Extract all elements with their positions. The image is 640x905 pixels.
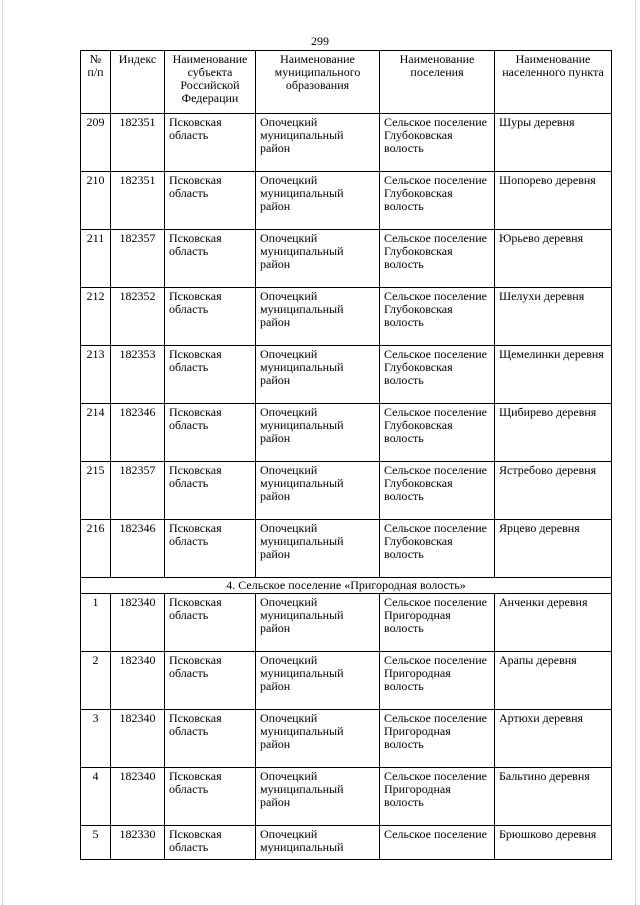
header-municipality: Наименование муниципального образования bbox=[256, 51, 380, 114]
settlements-table bbox=[80, 50, 612, 860]
cell-index: 182357 bbox=[111, 462, 165, 520]
table-row bbox=[81, 404, 612, 462]
header-row bbox=[81, 51, 612, 114]
header-settlement: Наименование поселения bbox=[380, 51, 495, 114]
table-row bbox=[81, 462, 612, 520]
cell-num-text: 5 bbox=[92, 828, 99, 841]
cell-settlement: Сельское поселение Глубоковская волость bbox=[380, 404, 495, 462]
cell-index: 182351 bbox=[111, 114, 165, 172]
cell-locality: Щибирево деревня bbox=[495, 404, 612, 462]
cell-num bbox=[81, 826, 111, 860]
cell-num: 1 bbox=[81, 594, 111, 652]
scan-left-edge bbox=[2, 0, 4, 905]
section-row bbox=[81, 578, 612, 594]
cell-settlement bbox=[380, 826, 495, 860]
cell-index: 182346 bbox=[111, 520, 165, 578]
cell-num: 4 bbox=[81, 768, 111, 826]
cell-subject-text: Псковская область bbox=[169, 828, 222, 854]
cell-num: 209 bbox=[81, 114, 111, 172]
cell-subject: Псковская область bbox=[165, 462, 256, 520]
cell-municipality: Опочецкий муниципальный район bbox=[256, 462, 380, 520]
cell-settlement: Сельское поселение Пригородная волость bbox=[380, 652, 495, 710]
cell-municipality: Опочецкий муниципальный район bbox=[256, 172, 380, 230]
cell-index-text: 182330 bbox=[119, 828, 156, 841]
cell-municipality: Опочецкий муниципальный район bbox=[256, 346, 380, 404]
cell-subject: Псковская область bbox=[165, 594, 256, 652]
cell-index: 182340 bbox=[111, 768, 165, 826]
cell-locality: Арапы деревня bbox=[495, 652, 612, 710]
table-row bbox=[81, 594, 612, 652]
cell-settlement: Сельское поселение Глубоковская волость bbox=[380, 462, 495, 520]
cell-municipality: Опочецкий муниципальный район bbox=[256, 404, 380, 462]
cell-locality: Юрьево деревня bbox=[495, 230, 612, 288]
table-row bbox=[81, 288, 612, 346]
cell-municipality bbox=[256, 826, 380, 860]
cell-subject: Псковская область bbox=[165, 520, 256, 578]
cell-settlement-text: Сельское поселение bbox=[384, 828, 487, 841]
cell-settlement: Сельское поселение Глубоковская волость bbox=[380, 114, 495, 172]
cell-subject: Псковская область bbox=[165, 114, 256, 172]
cell-municipality: Опочецкий муниципальный район bbox=[256, 652, 380, 710]
cell-municipality: Опочецкий муниципальный район bbox=[256, 594, 380, 652]
cell-locality: Щемелинки деревня bbox=[495, 346, 612, 404]
cell-subject bbox=[165, 826, 256, 860]
table-row bbox=[81, 114, 612, 172]
cell-settlement: Сельское поселение Пригородная волость bbox=[380, 768, 495, 826]
cell-settlement: Сельское поселение Пригородная волость bbox=[380, 710, 495, 768]
cell-subject: Псковская область bbox=[165, 346, 256, 404]
table-header bbox=[81, 51, 612, 114]
table-row bbox=[81, 768, 612, 826]
cell-municipality: Опочецкий муниципальный район bbox=[256, 768, 380, 826]
cell-municipality: Опочецкий муниципальный район bbox=[256, 230, 380, 288]
cell-num: 212 bbox=[81, 288, 111, 346]
cell-locality bbox=[495, 826, 612, 860]
cell-locality: Шелухи деревня bbox=[495, 288, 612, 346]
cell-locality: Шуры деревня bbox=[495, 114, 612, 172]
cell-settlement: Сельское поселение Глубоковская волость bbox=[380, 346, 495, 404]
cell-locality-text: Брюшково деревня bbox=[499, 828, 597, 841]
cell-index: 182340 bbox=[111, 710, 165, 768]
cell-index: 182352 bbox=[111, 288, 165, 346]
cell-index: 182357 bbox=[111, 230, 165, 288]
cell-subject: Псковская область bbox=[165, 768, 256, 826]
table-row bbox=[81, 652, 612, 710]
cell-subject: Псковская область bbox=[165, 652, 256, 710]
cell-index bbox=[111, 826, 165, 860]
table-body bbox=[81, 114, 612, 860]
cell-num: 216 bbox=[81, 520, 111, 578]
cell-index: 182346 bbox=[111, 404, 165, 462]
table-row bbox=[81, 520, 612, 578]
cell-index: 182340 bbox=[111, 594, 165, 652]
cell-municipality: Опочецкий муниципальный район bbox=[256, 114, 380, 172]
cell-index: 182353 bbox=[111, 346, 165, 404]
cell-locality: Анченки деревня bbox=[495, 594, 612, 652]
cell-subject: Псковская область bbox=[165, 404, 256, 462]
cell-locality: Бальтино деревня bbox=[495, 768, 612, 826]
header-num: № п/п bbox=[81, 51, 111, 114]
cell-settlement: Сельское поселение Глубоковская волость bbox=[380, 520, 495, 578]
cell-settlement: Сельское поселение Глубоковская волость bbox=[380, 288, 495, 346]
table-row bbox=[81, 710, 612, 768]
table-row bbox=[81, 826, 612, 860]
cell-num: 3 bbox=[81, 710, 111, 768]
header-subject: Наименование субъекта Российской Федерации bbox=[165, 51, 256, 114]
cell-num: 210 bbox=[81, 172, 111, 230]
cell-subject: Псковская область bbox=[165, 230, 256, 288]
cell-num: 211 bbox=[81, 230, 111, 288]
cell-subject: Псковская область bbox=[165, 710, 256, 768]
cell-num: 214 bbox=[81, 404, 111, 462]
header-index: Индекс bbox=[111, 51, 165, 114]
scan-right-edge bbox=[635, 0, 637, 905]
section-title: 4. Сельское поселение «Пригородная волость» bbox=[81, 578, 612, 594]
cell-settlement: Сельское поселение Пригородная волость bbox=[380, 594, 495, 652]
table-row bbox=[81, 172, 612, 230]
table-row bbox=[81, 346, 612, 404]
cell-locality: Артюхи деревня bbox=[495, 710, 612, 768]
table-row bbox=[81, 230, 612, 288]
cell-num: 2 bbox=[81, 652, 111, 710]
cell-locality: Шопорево деревня bbox=[495, 172, 612, 230]
cell-index: 182351 bbox=[111, 172, 165, 230]
header-locality: Наименование населенного пункта bbox=[495, 51, 612, 114]
cell-num: 215 bbox=[81, 462, 111, 520]
cell-subject: Псковская область bbox=[165, 172, 256, 230]
cell-index: 182340 bbox=[111, 652, 165, 710]
cell-municipality: Опочецкий муниципальный район bbox=[256, 288, 380, 346]
cell-municipality: Опочецкий муниципальный район bbox=[256, 710, 380, 768]
cell-locality: Ястребово деревня bbox=[495, 462, 612, 520]
page-number: 299 bbox=[311, 34, 329, 48]
cell-subject: Псковская область bbox=[165, 288, 256, 346]
cell-locality: Ярцево деревня bbox=[495, 520, 612, 578]
cell-municipality-text: Опочецкий муниципальный bbox=[260, 828, 344, 854]
cell-settlement: Сельское поселение Глубоковская волость bbox=[380, 230, 495, 288]
cell-settlement: Сельское поселение Глубоковская волость bbox=[380, 172, 495, 230]
cell-municipality: Опочецкий муниципальный район bbox=[256, 520, 380, 578]
cell-num: 213 bbox=[81, 346, 111, 404]
